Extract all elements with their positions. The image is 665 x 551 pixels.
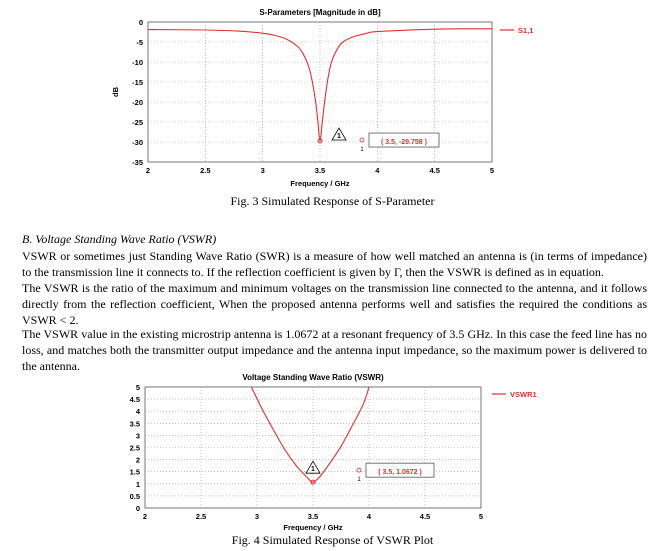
x-tick-label: 3: [254, 512, 260, 521]
y-tick-label: 1.5: [129, 467, 140, 477]
y-tick-label: -20: [132, 98, 143, 107]
y-tick-label: 0: [135, 504, 140, 513]
y-tick-label: 2.5: [129, 443, 140, 453]
x-tick-label: 3.5: [307, 512, 319, 521]
y-tick-label: 4: [135, 407, 140, 417]
x-tick-label: 4: [366, 512, 372, 521]
y-tick-label: -30: [132, 138, 143, 147]
y-tick-label: 3: [135, 431, 140, 441]
paragraph-1: VSWR or sometimes just Standing Wave Ratio (SWR) is a measure of how well matched an antenna is (in terms of impedance) to the transmission line it connects to. If the reflection coefficient is given by Γ, then the VSWR is defined as in equation.: [22, 249, 647, 279]
x-axis-label: Frequency / GHz: [283, 523, 343, 532]
y-tick-label: -25: [132, 118, 143, 127]
x-tick-label: 5: [478, 512, 484, 521]
y-tick-label: 5: [135, 383, 140, 392]
y-tick-label: -5: [136, 38, 143, 47]
marker-label-text: ( 3.5, -29.758 ): [381, 139, 427, 147]
x-tick-label: 5: [489, 166, 495, 175]
y-tick-label: -10: [132, 58, 143, 67]
x-tick-label: 4: [375, 166, 380, 175]
x-axis-label: Frequency / GHz: [290, 179, 350, 188]
y-tick-label: 3.5: [129, 419, 140, 429]
x-tick-label: 2: [145, 166, 151, 175]
y-tick-label: 4.5: [129, 395, 140, 405]
legend-label: S1,1: [518, 26, 534, 35]
chart-title: Voltage Standing Wave Ratio (VSWR): [242, 373, 384, 382]
x-tick-label: 2: [142, 512, 148, 521]
marker-label-id: 1: [357, 477, 361, 484]
paragraph-3: The VSWR value in the existing microstrip antenna is 1.0672 at a resonant frequency of 3.5 GHz. In this case the feed line has no loss, and matches both the transmitter output impedance and the antenna input impedance, so the maximum power is delivered to the antenna.: [22, 327, 647, 373]
y-tick-label: 1: [135, 479, 140, 489]
x-tick-label: 2.5: [200, 166, 211, 175]
x-tick-label: 2.5: [195, 512, 207, 521]
paragraph-2: The VSWR is the ratio of the maximum and minimum voltages on the transmission line connected to the antenna, and it follows directly from the reflection coefficient, When the proposed antenna performs well and satisfies the required the conditions as VSWR < 2.: [22, 281, 647, 327]
x-tick-label: 4.5: [419, 512, 431, 521]
marker-label-text: ( 3.5, 1.0672 ): [378, 469, 422, 477]
y-tick-label: 2: [135, 455, 140, 465]
y-tick-label: -15: [132, 78, 143, 87]
y-tick-label: 0.5: [129, 491, 140, 501]
chart-title: S-Parameters [Magnitude in dB]: [259, 8, 381, 17]
marker-id: 1: [337, 133, 341, 141]
y-tick-label: 0: [138, 18, 143, 27]
y-tick-label: -35: [132, 158, 143, 167]
marker-id: 1: [311, 466, 315, 474]
x-tick-label: 4.5: [429, 166, 440, 175]
legend-label: VSWR1: [510, 390, 537, 399]
figure-3-caption: Fig. 3 Simulated Response of S-Parameter: [230, 194, 435, 208]
marker-label-id: 1: [360, 147, 364, 154]
x-tick-label: 3.5: [314, 166, 326, 175]
figure-4-caption: Fig. 4 Simulated Response of VSWR Plot: [231, 533, 434, 547]
y-axis-label: dB: [111, 87, 120, 97]
section-heading: B. Voltage Standing Wave Ratio (VSWR): [22, 232, 217, 246]
x-tick-label: 3: [260, 166, 265, 175]
